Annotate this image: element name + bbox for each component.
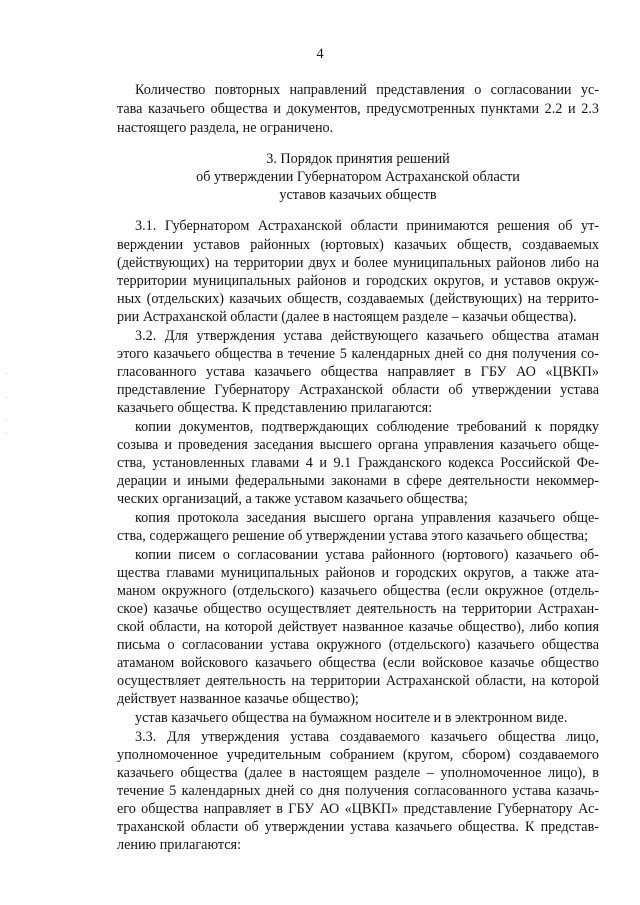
- intro-line: Количество повторных направлений представления о согласовании ус-: [135, 82, 599, 98]
- clause-3-1-line: (действующих) на территории двух и более муниципальных районов либо на: [117, 255, 599, 271]
- attachment-3-line: копии писем о согласовании устава районного (юртового) казачьего об-: [135, 547, 599, 563]
- section-heading: 3. Порядок принятия решений: [266, 151, 450, 167]
- clause-3-3-line: 3.3. Для утверждения устава создаваемого казачьего общества лицо,: [135, 729, 599, 745]
- page-number: 4: [316, 46, 324, 62]
- attachment-3-line: ское) казачье общество осуществляет деятельность на территории Астрахан-: [117, 601, 599, 617]
- attachment-4-line: устав казачьего общества на бумажном носителе и в электронном виде.: [135, 710, 568, 726]
- intro-line: тава казачьего общества и документов, предусмотренных пунктами 2.2 и 2.3: [117, 101, 599, 117]
- clause-3-2-line: гласованного устава казачьего общества направляет в ГБУ АО «ЦВКП»: [117, 364, 599, 380]
- clause-3-1-line: 3.1. Губернатором Астраханской области принимаются решения об ут-: [135, 218, 599, 234]
- attachment-3-line: ской области, на которой действует названное казачье общество), либо копия: [117, 619, 599, 635]
- clause-3-1-line: территории муниципальных районов и городских округов, и уставов окруж-: [117, 273, 599, 289]
- scan-speck: [6, 373, 7, 374]
- intro-line: настоящего раздела, не ограничено.: [117, 120, 334, 136]
- attachment-2-line: копия протокола заседания высшего органа управления казачьего обще-: [135, 510, 599, 526]
- clause-3-2-line: казачьего общества. К представлению прилагаются:: [117, 400, 433, 416]
- clause-3-3-line: течение 5 календарных дней со дня получения согласованного устава казачь-: [117, 783, 599, 799]
- clause-3-2-line: представление Губернатору Астраханской области об утверждении устава: [117, 382, 599, 398]
- clause-3-3-line: уполномоченное учредительным собранием (кругом, сбором) создаваемого: [117, 747, 599, 763]
- clause-3-1-line: ных (отдельских) казачьих обществ, создаваемых (действующих) на террито-: [117, 291, 599, 307]
- clause-3-1-line: верждении уставов районных (юртовых) казачьих обществ, создаваемых: [117, 237, 599, 253]
- clause-3-3-line: траханской области об утверждении устава казачьего общества. К представ-: [117, 819, 599, 835]
- attachment-1-line: копии документов, подтверждающих соблюдение требований к порядку: [135, 419, 599, 435]
- scan-speck: [6, 397, 7, 398]
- attachment-3-line: щества главами муниципальных районов и городских округов, а также ата-: [117, 565, 599, 581]
- attachment-3-line: атаманом войскового казачьего общества (если войсковое казачье общество: [117, 655, 599, 671]
- attachment-2-line: ства, содержащего решение об утверждении устава этого казачьего общества;: [117, 528, 589, 544]
- clause-3-2-line: 3.2. Для утверждения устава действующего казачьего общества атаман: [135, 328, 599, 344]
- clause-3-1-line: рии Астраханской области (далее в настоящем разделе – казачьи общества).: [117, 309, 577, 325]
- attachment-1-line: дерации и иными федеральными законами в сфере деятельности некоммер-: [117, 473, 599, 489]
- scan-speck: [6, 419, 7, 420]
- clause-3-2-line: этого казачьего общества в течение 5 календарных дней со дня получения со-: [117, 346, 599, 362]
- attachment-3-line: письма о согласовании устава окружного (отдельского) казачьего общества: [117, 637, 599, 653]
- clause-3-3-line: лению прилагаются:: [117, 837, 242, 853]
- attachment-1-line: ческих организаций, а также уставом казачьего общества;: [117, 491, 468, 507]
- attachment-1-line: ства, установленных главами 4 и 9.1 Гражданского кодекса Российской Фе-: [117, 455, 599, 471]
- section-heading: об утверждении Губернатором Астраханской области: [196, 169, 520, 185]
- attachment-3-line: осуществляет деятельность на территории Астраханской области, на которой: [117, 673, 599, 689]
- attachment-1-line: созыва и проведения заседания высшего органа управления казачьего обще-: [117, 437, 599, 453]
- clause-3-3-line: его общества направляет в ГБУ АО «ЦВКП» представление Губернатору Ас-: [117, 801, 599, 817]
- section-heading: уставов казачьих обществ: [279, 187, 437, 203]
- scan-speck: [6, 433, 7, 434]
- clause-3-3-line: казачьего общества (далее в настоящем разделе – уполномоченное лицо), в: [117, 765, 599, 781]
- attachment-3-line: маном окружного (отдельского) казачьего общества (если окружное (отдель-: [117, 583, 599, 599]
- attachment-3-line: действует названное казачье общество);: [117, 691, 359, 707]
